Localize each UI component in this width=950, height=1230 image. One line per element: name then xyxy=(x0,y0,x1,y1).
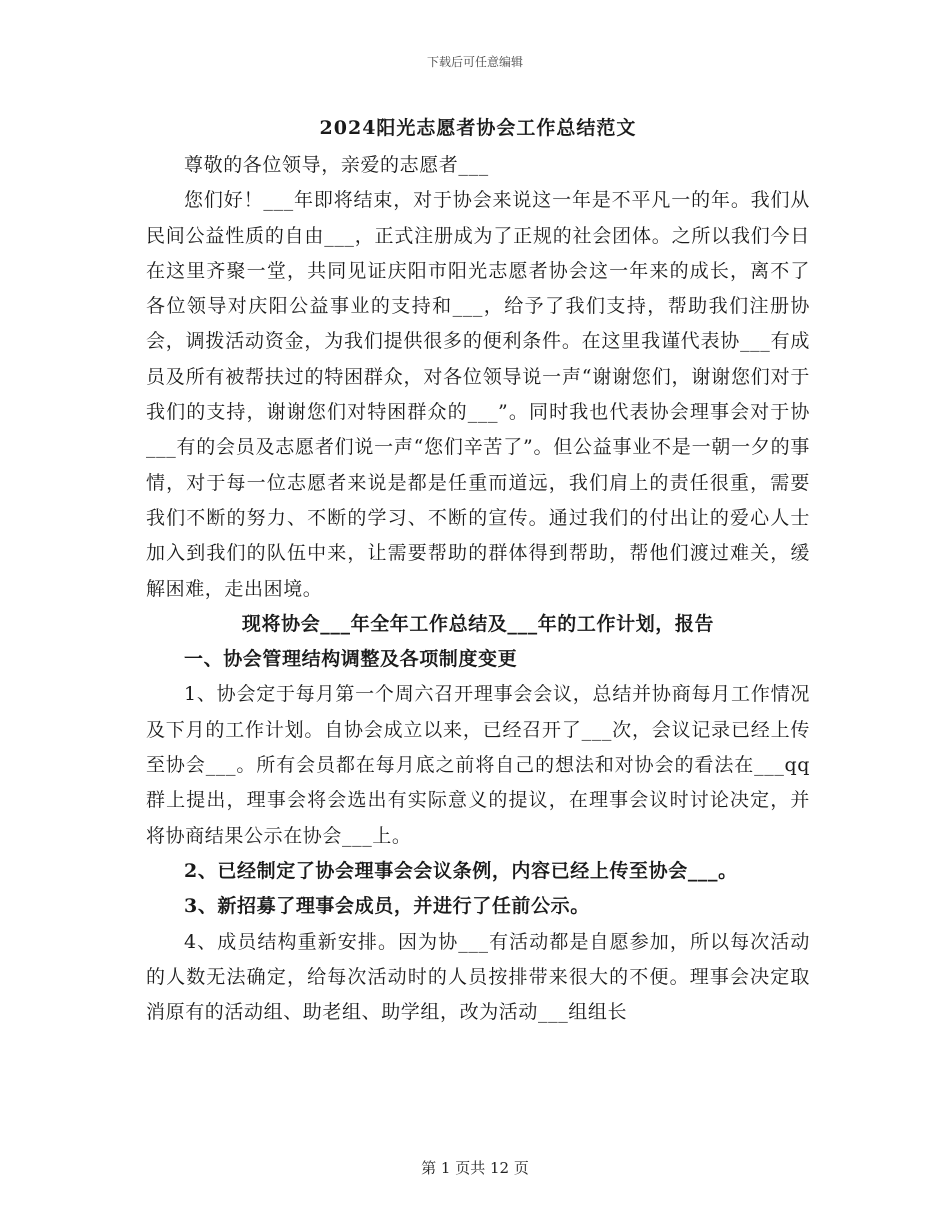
intro-paragraph: 您们好！___年即将结束，对于协会来说这一年是不平凡一的年。我们从民间公益性质的自由___，正式注册成为了正规的社会团体。之所以我们今日在这里齐聚一堂，共同见证庆阳市阳光志愿者协会这一年来的成长，离不了各位领导对庆阳公益事业的支持和___，给予了我们支持，帮助我们注册协会，调拨活动资金，为我们提供很多的便利条件。在这里我谨代表协___有成员及所有被帮扶过的特困群众，对各位领导说一声“谢谢您们，谢谢您们对于我们的支持，谢谢您们对特困群众的___”。同时我也代表协会理事会对于协___有的会员及志愿者们说一声“您们辛苦了”。但公益事业不是一朝一夕的事情，对于每一位志愿者来说是都是任重而道远，我们肩上的责任很重，需要我们不断的努力、不断的学习、不断的宣传。通过我们的付出让的爱心人士加入到我们的队伍中来，让需要帮助的群体得到帮助，帮他们渡过难关，缓解困难，走出困境。 xyxy=(146,189,810,600)
list-item-4: 4、成员结构重新安排。因为协___有活动都是自愿参加，所以每次活动的人数无法确定，给每次活动时的人员按排带来很大的不便。理事会决定取消原有的活动组、助老组、助学组，改为活动___组组长 xyxy=(146,930,810,1024)
page-header-note: 下载后可任意编辑 xyxy=(426,55,523,69)
section-heading: 一、协会管理结构调整及各项制度变更 xyxy=(184,648,518,671)
page-number: 第 1 页共 12 页 xyxy=(421,1159,529,1177)
document-body xyxy=(146,108,810,1030)
list-item-3: 3、新招募了理事会成员，并进行了任前公示。 xyxy=(184,895,590,918)
report-heading: 现将协会___年全年工作总结及___年的工作计划，报告 xyxy=(241,612,715,635)
document-title: 2024阳光志愿者协会工作总结范文 xyxy=(319,117,637,139)
list-item-2: 2、已经制定了协会理事会会议条例，内容已经上传至协会___。 xyxy=(184,859,738,882)
list-item-1: 1、协会定于每月第一个周六召开理事会会议，总结并协商每月工作情况及下月的工作计划。自协会成立以来，已经召开了___次，会议记录已经上传至协会___。所有会员都在每月底之前将自己的想法和对协会的看法在___qq群上提出，理事会将会选出有实际意义的提议，在理事会议时讨论决定，并将协商结果公示在协会___上。 xyxy=(146,683,810,847)
greeting: 尊敬的各位领导，亲爱的志愿者___ xyxy=(184,154,489,176)
